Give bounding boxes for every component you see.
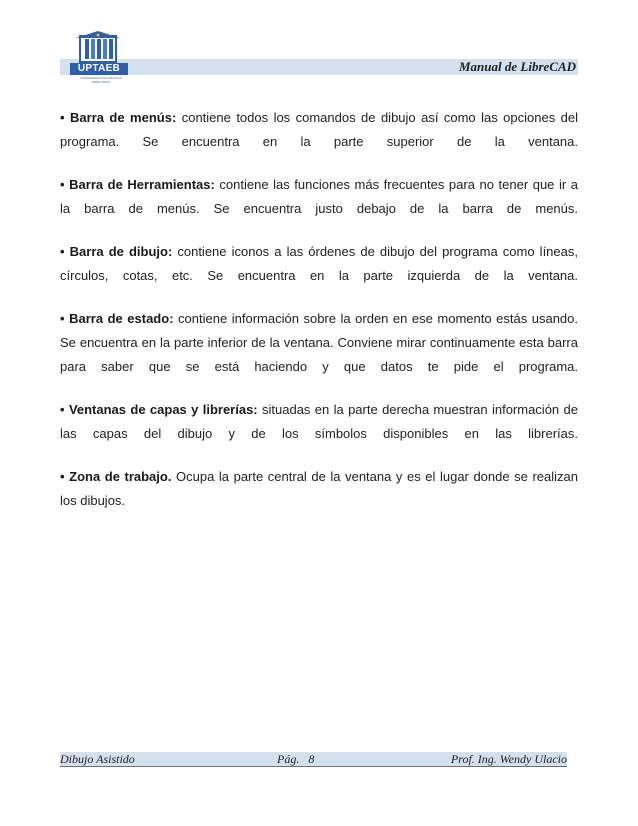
footer-author: Prof. Ing. Wendy Ulacio [450,752,567,766]
paragraph-status-bar [60,307,578,379]
bullet: • [60,244,65,259]
logo-subtitle: UNIVERSIDAD POLITÉCNICA TERRITORIAL [80,76,122,84]
logo-text: UPTAEB [70,63,128,75]
paragraph-drawing-bar [60,240,578,288]
page-number: Pág. 8 [277,752,315,766]
bullet: • [60,311,65,326]
paragraph-text: contiene información sobre la orden en ese momento estás usando. Se encuentra en la parte inferior de la ventana. Conviene mirar continuamente esta barra para saber que se está haciendo y que datos te pide el programa. [60,311,578,374]
content-body [60,106,578,532]
paragraph-text: contiene todos los comandos de dibujo así como las opciones del programa. Se encuentra en la parte superior de la ventana. [60,110,578,149]
paragraph-toolbar [60,173,578,221]
term-label: Barra de estado: [69,311,174,326]
term-label: Ventanas de capas y librerías: [68,402,258,417]
paragraph-menu-bar [60,106,578,154]
document-title: Manual de LibreCAD [458,59,576,74]
footer-course: Dibujo Asistido [60,752,135,766]
bullet: • [60,177,65,192]
paragraph-text: contiene iconos a las órdenes de dibujo del programa como líneas, círculos, cotas, etc. Se encuentra en la parte izquierda de la ventana. [60,244,578,283]
paragraph-work-area [60,465,578,513]
term-label: Zona de trabajo. [69,469,172,484]
bullet: • [60,110,65,125]
paragraph-text: situadas en la parte derecha muestran información de las capas del dibujo y de los símbolos disponibles en las librerías. [60,402,578,441]
term-label: Barra de menús: [70,110,177,125]
paragraph-layers-windows [60,398,578,446]
paragraph-text: contiene las funciones más frecuentes para no tener que ir a la barra de menús. Se encuentra justo debajo de la barra de menús. [60,177,578,216]
paragraph-text: Ocupa la parte central de la ventana y es el lugar donde se realizan los dibujos. [60,469,578,508]
term-label: Barra de Herramientas: [69,177,215,192]
bullet: • [60,402,65,417]
term-label: Barra de dibujo: [69,244,173,259]
bullet: • [60,469,65,484]
